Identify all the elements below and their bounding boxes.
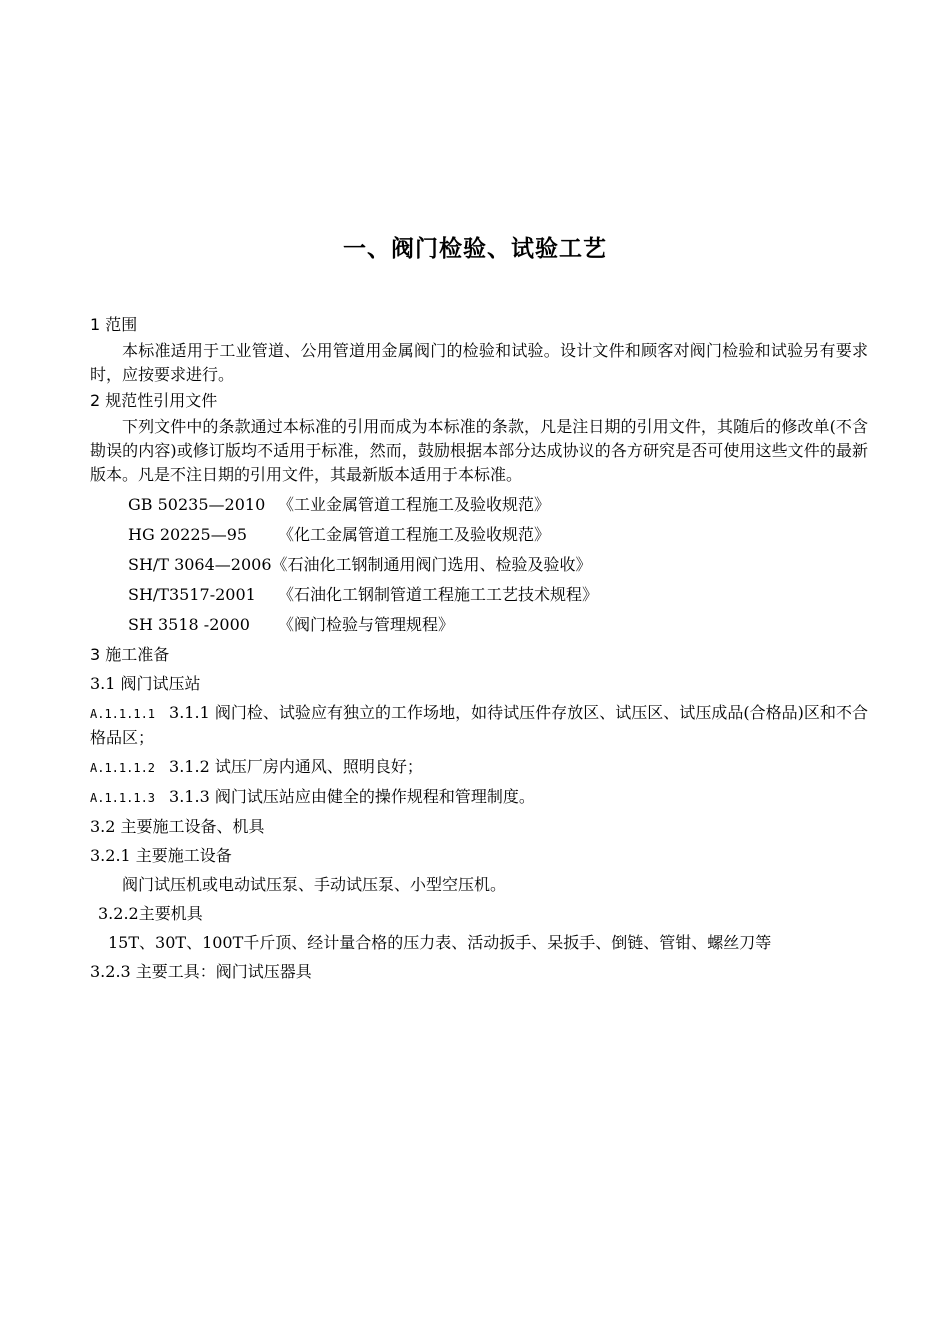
reference-title: 《阀门检验与管理规程》 bbox=[278, 615, 455, 634]
reference-code: SH/T 3064—2006 bbox=[128, 555, 272, 574]
reference-item bbox=[128, 493, 868, 517]
section-3-heading: 3 施工准备 bbox=[90, 645, 170, 664]
subsection-3-2-1-text: 阀门试压机或电动试压泵、手动试压泵、小型空压机。 bbox=[122, 875, 507, 894]
reference-item bbox=[128, 523, 868, 547]
subsection-3-2-3-heading: 3.2.3 主要工具：阀门试压器具 bbox=[90, 962, 312, 981]
reference-item bbox=[128, 583, 868, 607]
clause-text: 3.1.1 阀门检、试验应有独立的工作场地，如待试压件存放区、试压区、试压成品(合格品)区和不合格品区； bbox=[90, 703, 868, 747]
clause-item bbox=[90, 755, 868, 780]
section-2-heading: 2 规范性引用文件 bbox=[90, 391, 218, 410]
reference-title: 《石油化工钢制管道工程施工工艺技术规程》 bbox=[278, 585, 599, 604]
clause-item bbox=[90, 701, 868, 750]
reference-item bbox=[128, 613, 868, 637]
clause-text: 3.1.2 试压厂房内通风、照明良好； bbox=[169, 757, 423, 776]
page-title: 一、阀门检验、试验工艺 bbox=[343, 236, 607, 262]
subsection-3-2-2-text: 15T、30T、100T千斤顶、经计量合格的压力表、活动扳手、呆扳手、倒链、管钳、螺丝刀等 bbox=[108, 933, 772, 952]
section-1-heading: 1 范围 bbox=[90, 315, 138, 334]
reference-code: SH 3518 -2000 bbox=[128, 615, 250, 634]
reference-code: GB 50235—2010 bbox=[128, 495, 266, 514]
clause-mark: A.1.1.1.2 bbox=[90, 761, 156, 775]
section-1-paragraph: 本标准适用于工业管道、公用管道用金属阀门的检验和试验。设计文件和顾客对阀门检验和试验另有要求时，应按要求进行。 bbox=[90, 341, 868, 384]
clause-text: 3.1.3 阀门试压站应由健全的操作规程和管理制度。 bbox=[169, 787, 535, 806]
subsection-3-1-heading: 3.1 阀门试压站 bbox=[90, 674, 201, 693]
subsection-3-2-1-heading: 3.2.1 主要施工设备 bbox=[90, 846, 232, 865]
subsection-3-2-heading: 3.2 主要施工设备、机具 bbox=[90, 817, 265, 836]
reference-code: SH/T3517-2001 bbox=[128, 585, 256, 604]
section-2-paragraph: 下列文件中的条款通过本标准的引用而成为本标准的条款，凡是注日期的引用文件，其随后的修改单(不含勘误的内容)或修订版均不适用于标准，然而，鼓励根据本部分达成协议的各方研究是否可使用这些文件的最新版本。凡是不注日期的引用文件，其最新版本适用于本标准。 bbox=[90, 417, 868, 484]
reference-title: 《工业金属管道工程施工及验收规范》 bbox=[278, 495, 551, 514]
reference-title: 《化工金属管道工程施工及验收规范》 bbox=[278, 525, 551, 544]
reference-item bbox=[128, 553, 868, 577]
subsection-3-2-2-heading: 3.2.2主要机具 bbox=[98, 904, 203, 923]
document-body bbox=[90, 311, 868, 984]
reference-code: HG 20225—95 bbox=[128, 525, 248, 544]
reference-title: 《石油化工钢制通用阀门选用、检验及验收》 bbox=[271, 555, 592, 574]
clause-mark: A.1.1.1.3 bbox=[90, 791, 156, 805]
clause-mark: A.1.1.1.1 bbox=[90, 707, 156, 721]
clause-item bbox=[90, 785, 868, 810]
